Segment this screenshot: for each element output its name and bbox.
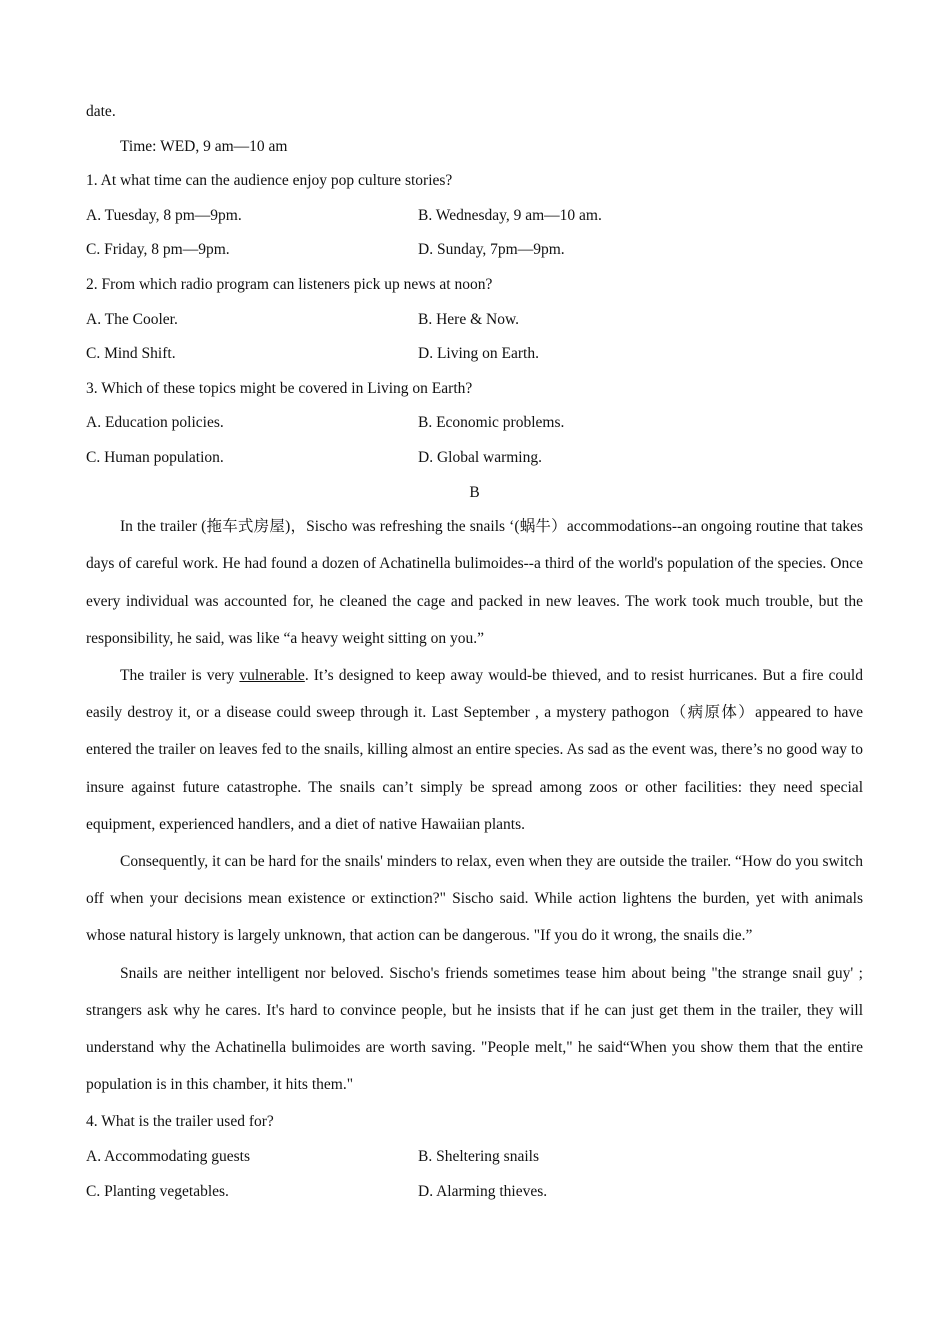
option-4c: C. Planting vegetables. (86, 1182, 229, 1200)
option-1b: B. Wednesday, 9 am—10 am. (418, 206, 602, 224)
question-3-options-row-1 (86, 410, 863, 445)
paragraph-2-lead: The trailer is very (120, 666, 240, 684)
option-3b: B. Economic problems. (418, 414, 565, 432)
passage-b-paragraph-3 (86, 843, 863, 955)
question-1-options-row-2 (86, 237, 863, 272)
option-4a: A. Accommodating guests (86, 1147, 251, 1165)
question-4-options-row-2 (86, 1179, 863, 1214)
question-1-options-row-1 (86, 203, 863, 238)
option-4b: B. Sheltering snails (418, 1147, 539, 1165)
question-2-options-row-1 (86, 307, 863, 342)
option-3a: A. Education policies. (86, 414, 224, 432)
question-4: 4. What is the trailer used for? (86, 1113, 274, 1131)
option-3c: C. Human population. (86, 448, 224, 466)
question-2-options-row-2 (86, 341, 863, 376)
question-1: 1. At what time can the audience enjoy pop culture stories? (86, 172, 453, 190)
date-fragment: date. (86, 103, 116, 120)
paragraph-4-text: Snails are neither intelligent nor beloved. Sischo's friends sometimes tease him about being "the strange snail guy' ; strangers ask why he cares. It's hard to convince people, but he insists that if he can just get them in the trailer, they will understand why the Achatinella bulimoides are worth saving. "People melt," he said“When you show them that the entire population is in this chamber, it hits them." (86, 964, 863, 1094)
document-content (86, 99, 863, 1213)
time-line: Time: WED, 9 am—10 am (120, 137, 288, 155)
option-1d: D. Sunday, 7pm—9pm. (418, 241, 565, 259)
option-1a: A. Tuesday, 8 pm—9pm. (86, 206, 242, 224)
underlined-word: vulnerable (239, 666, 305, 684)
option-4d: D. Alarming thieves. (418, 1182, 548, 1200)
paragraph-1-text: In the trailer (拖车式房屋)，Sischo was refreshing the snails ‘(蜗牛）accommodations--an ongoing routine that takes days of careful work. He had found a dozen of Achatinella bulimoides--a third of the world's population of the species. Once every individual was accounted for, he cleaned the cage and packed in new leaves. The work took much trouble, but the responsibility, he said, was like “a heavy weight sitting on you.” (86, 518, 863, 647)
passage-b-paragraph-1 (86, 508, 863, 657)
option-1c: C. Friday, 8 pm—9pm. (86, 241, 230, 259)
option-2c: C. Mind Shift. (86, 345, 176, 363)
question-2: 2. From which radio program can listeners pick up news at noon? (86, 275, 493, 293)
paragraph-2-rest: . It’s designed to keep away would-be thieved, and to resist hurricanes. But a fire could easily destroy it, or a disease could sweep through it. Last September , a mystery pathogon（病原体）appeared to have entered the trailer on leaves fed to the snails, killing almost an entire species. As sad as the event was, there’s no good way to insure against future catastrophe. The snails can’t simply be spread among zoos or other facilities: they need special equipment, experienced handlers, and a diet of native Hawaiian plants. (86, 666, 863, 833)
question-4-options-row-1 (86, 1144, 863, 1179)
option-2b: B. Here & Now. (418, 310, 520, 328)
passage-b-paragraph-2 (86, 657, 863, 843)
option-3d: D. Global warming. (418, 448, 542, 466)
section-b-heading: B (469, 483, 480, 501)
passage-b-paragraph-4 (86, 955, 863, 1104)
option-2d: D. Living on Earth. (418, 345, 539, 363)
option-2a: A. The Cooler. (86, 310, 178, 328)
question-3: 3. Which of these topics might be covered in Living on Earth? (86, 379, 473, 397)
question-3-options-row-2 (86, 445, 863, 480)
paragraph-3-text: Consequently, it can be hard for the snails' minders to relax, even when they are outside the trailer. “How do you switch off when your decisions mean existence or extinction?" Sischo said. While action lightens the burden, yet with animals whose natural history is largely unknown, that action can be dangerous. "If you do it wrong, the snails die.” (86, 852, 863, 945)
